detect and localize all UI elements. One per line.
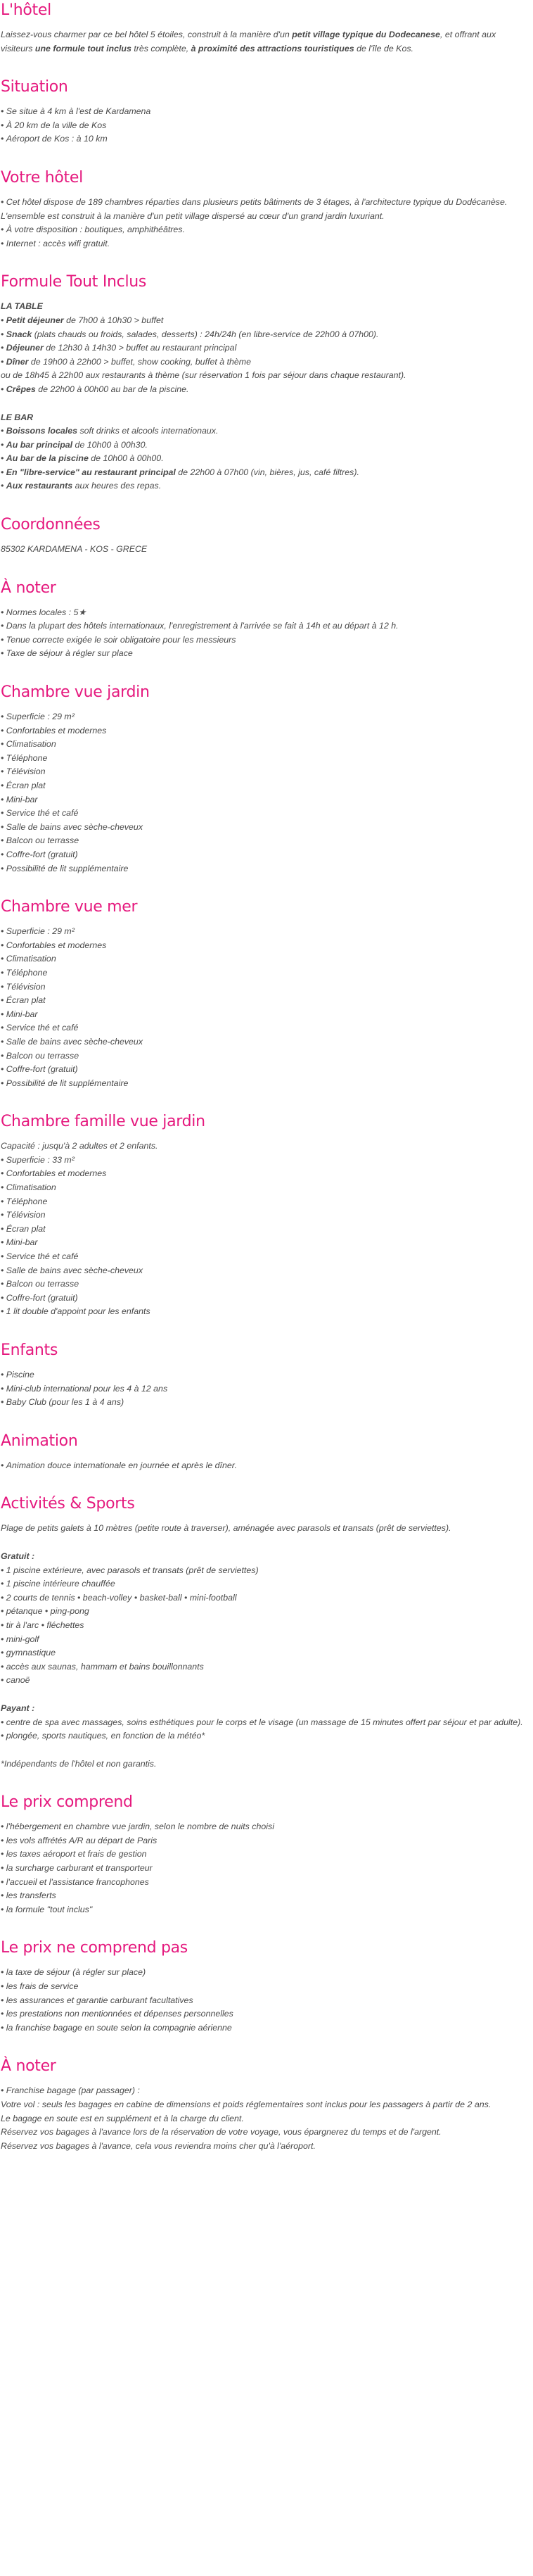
text: très complète, [131, 43, 191, 53]
list-item: • 1 lit double d'appoint pour les enfants [1, 1305, 530, 1319]
list-item: • Possibilité de lit supplémentaire [1, 862, 530, 876]
text: de 10h00 à 00h00. [88, 453, 164, 464]
list-item [1, 479, 530, 493]
capacity: Capacité : jusqu'à 2 adultes et 2 enfants. [1, 1141, 158, 1151]
prix-ne-comprend-list [1, 1966, 530, 2035]
le-bar-heading: LE BAR [1, 412, 34, 422]
list-item: • canoë [1, 1674, 530, 1688]
bold-text: Crêpes [6, 384, 36, 394]
text: aux heures des repas. [72, 481, 162, 491]
section-title: L'hôtel [1, 1, 51, 19]
list-item: • les vols affrétés A/R au départ de Paris [1, 1834, 530, 1848]
list-item: • Normes locales : 5★ [1, 606, 530, 620]
list-item: • Coffre-fort (gratuit) [1, 1292, 530, 1306]
prix-comprend-list [1, 1820, 530, 1917]
list-item: • les assurances et garantie carburant facultatives [1, 1994, 530, 2008]
la-table-heading: LA TABLE [1, 301, 43, 312]
list-item: • les taxes aéroport et frais de gestion [1, 1848, 530, 1862]
section-enfants [1, 1341, 530, 1410]
list-item: • pétanque • ping-pong [1, 1605, 530, 1619]
activites-intro: Plage de petits galets à 10 mètres (petite route à traverser), aménagée avec parasols et transats (prêt de serviettes). [1, 1523, 451, 1534]
section-title: Chambre famille vue jardin [1, 1113, 205, 1131]
text: de 19h00 à 22h00 > buffet, show cooking, buffet à thème [28, 356, 252, 367]
list-item: • Climatisation [1, 952, 530, 966]
section-title: Situation [1, 78, 68, 96]
section-formule [1, 273, 530, 493]
section-animation [1, 1432, 530, 1473]
list-item [1, 452, 530, 466]
table-last-list [1, 383, 530, 397]
list-item: • Service thé et café [1, 807, 530, 821]
section-coordonnees [1, 516, 530, 557]
list-item: • la formule "tout inclus" [1, 1903, 530, 1917]
list-item: • plongée, sports nautiques, en fonction de la météo* [1, 1729, 530, 1743]
list-item: • Mini-bar [1, 793, 530, 807]
bold-text: à proximité des attractions touristiques [191, 43, 354, 53]
chambre-mer-list [1, 925, 530, 1090]
chambre-jardin-list [1, 710, 530, 876]
payant-heading: Payant : [1, 1703, 35, 1713]
section-a-noter [1, 579, 530, 661]
text: de 10h00 à 00h30. [72, 439, 148, 450]
list-item: • les frais de service [1, 1980, 530, 1994]
gratuit-list [1, 1564, 530, 1688]
text: de 22h00 à 00h00 au bar de la piscine. [35, 384, 189, 394]
list-item [1, 355, 530, 370]
list-item: • Baby Club (pour les 1 à 4 ans) [1, 1396, 530, 1410]
section-title: Le prix ne comprend pas [1, 1939, 188, 1957]
list-item: • Télévision [1, 765, 530, 779]
text: de l'île de Kos. [354, 43, 413, 53]
section-hotel [1, 1, 530, 56]
list-item: • accès aux saunas, hammam et bains bouillonnants [1, 1660, 530, 1674]
bold-text: Au bar principal [6, 439, 73, 450]
list-item: • Télévision [1, 1208, 530, 1223]
note-line: • Franchise bagage (par passager) : [1, 2085, 140, 2096]
list-item [1, 341, 530, 355]
list-item: • Superficie : 29 m² [1, 925, 530, 939]
list-item: • Confortables et modernes [1, 1167, 530, 1181]
bold-text: petit village typique du Dodecanese [292, 30, 440, 39]
section-a-noter-2 [1, 2057, 530, 2153]
section-situation [1, 78, 530, 146]
hotel-intro [1, 28, 530, 56]
section-title: Formule Tout Inclus [1, 273, 147, 291]
list-item: • Mini-bar [1, 1008, 530, 1022]
payant-list [1, 1716, 530, 1743]
section-activites [1, 1495, 530, 1771]
list-item: • gymnastique [1, 1646, 530, 1660]
note-line: Réservez vos bagages à l'avance lors de la réservation de votre voyage, vous épargnerez du temps et de l'argent. [1, 2127, 442, 2138]
list-item: • Salle de bains avec sèche-cheveux [1, 1264, 530, 1278]
list-item: • Animation douce internationale en journée et après le dîner. [1, 1459, 530, 1473]
list-item: • Cet hôtel dispose de 189 chambres réparties dans plusieurs petits bâtiments de 3 étages, à l'architecture typique du Dodécanèse. L'ensemble est construit à la manière d'un petit village dispersé au cœur d'un grand jardin luxuriant. [1, 196, 530, 223]
address: 85302 KARDAMENA - KOS - GRECE [1, 544, 148, 555]
note-line: Réservez vos bagages à l'avance, cela vous reviendra moins cher qu'à l'aéroport. [1, 2140, 316, 2151]
list-item: • Aéroport de Kos : à 10 km [1, 132, 530, 146]
list-item: • 2 courts de tennis • beach-volley • basket-ball • mini-football [1, 1591, 530, 1605]
list-item: • l'hébergement en chambre vue jardin, selon le nombre de nuits choisi [1, 1820, 530, 1834]
text: de 7h00 à 10h30 > buffet [63, 315, 164, 325]
list-item: • Télévision [1, 980, 530, 995]
list-item: • centre de spa avec massages, soins esthétiques pour le corps et le visage (un massage de 15 minutes offert par séjour et par adulte). [1, 1716, 530, 1730]
list-item: • Écran plat [1, 779, 530, 793]
enfants-list [1, 1368, 530, 1410]
bold-text: Dîner [6, 356, 29, 367]
section-title: Chambre vue mer [1, 898, 138, 916]
list-item: • Mini-bar [1, 1236, 530, 1250]
section-title: À noter [1, 2057, 56, 2076]
list-item: • Internet : accès wifi gratuit. [1, 237, 530, 251]
list-item: • la franchise bagage en soute selon la compagnie aérienne [1, 2021, 530, 2035]
bold-text: Aux restaurants [6, 481, 73, 491]
list-item [1, 314, 530, 328]
list-item [1, 383, 530, 397]
list-item: • Écran plat [1, 1223, 530, 1237]
list-item: • Téléphone [1, 1195, 530, 1209]
list-item: • À votre disposition : boutiques, amphithéâtres. [1, 223, 530, 237]
list-item [1, 466, 530, 480]
list-item: • Coffre-fort (gratuit) [1, 848, 530, 862]
section-votre-hotel [1, 169, 530, 251]
gratuit-heading: Gratuit : [1, 1551, 35, 1561]
text: de 22h00 à 07h00 (vin, bières, jus, café filtres). [175, 467, 359, 477]
section-chambre-famille [1, 1113, 530, 1319]
text: Laissez-vous charmer par ce bel hôtel 5 étoiles, construit à la manière d'un [1, 30, 293, 39]
list-item: • Service thé et café [1, 1021, 530, 1035]
list-item: • Balcon ou terrasse [1, 834, 530, 848]
list-item: • Tenue correcte exigée le soir obligatoire pour les messieurs [1, 633, 530, 648]
list-item: • À 20 km de la ville de Kos [1, 119, 530, 133]
section-title: Coordonnées [1, 516, 101, 534]
list-item: • Mini-club international pour les 4 à 12 ans [1, 1382, 530, 1396]
section-chambre-jardin [1, 683, 530, 876]
bold-text: En "libre-service" au restaurant principal [6, 467, 176, 477]
bold-text: Petit déjeuner [6, 315, 64, 325]
list-item: • Climatisation [1, 738, 530, 752]
text: soft drinks et alcools internationaux. [77, 426, 219, 436]
list-item: • Confortables et modernes [1, 724, 530, 738]
list-item: • Climatisation [1, 1181, 530, 1195]
list-item: • Superficie : 33 m² [1, 1154, 530, 1168]
list-item: • Piscine [1, 1368, 530, 1382]
animation-list [1, 1459, 530, 1473]
table-list [1, 314, 530, 369]
text: (plats chauds ou froids, salades, desserts) : 24h/24h (en libre-service de 22h00 à 07h00). [32, 329, 379, 339]
list-item [1, 424, 530, 438]
list-item: • les transferts [1, 1889, 530, 1903]
chambre-famille-list [1, 1154, 530, 1319]
table-note: ou de 18h45 à 22h00 aux restaurants à thème (sur réservation 1 fois par séjour dans chaque restaurant). [1, 370, 406, 381]
section-title: Chambre vue jardin [1, 683, 150, 702]
list-item: • la surcharge carburant et transporteur [1, 1862, 530, 1876]
note-line: Votre vol : seuls les bagages en cabine de dimensions et poids réglementaires sont inclus pour les passagers à partir de 2 ans. [1, 2100, 492, 2109]
list-item: • Écran plat [1, 994, 530, 1008]
section-title: À noter [1, 579, 56, 597]
a-noter-list [1, 606, 530, 661]
bold-text: Snack [6, 329, 32, 339]
list-item: • 1 piscine extérieure, avec parasols et transats (prêt de serviettes) [1, 1564, 530, 1578]
list-item [1, 438, 530, 453]
bold-text: une formule tout inclus [34, 43, 131, 53]
list-item: • la taxe de séjour (à régler sur place) [1, 1966, 530, 1980]
list-item: • Se situe à 4 km à l'est de Kardamena [1, 105, 530, 119]
votre-hotel-list [1, 196, 530, 251]
list-item: • Téléphone [1, 752, 530, 766]
bold-text: Déjeuner [6, 343, 44, 353]
bold-text: Au bar de la piscine [6, 453, 89, 464]
list-item: • Dans la plupart des hôtels internationaux, l'enregistrement à l'arrivée se fait à 14h et au départ à 12 h. [1, 619, 530, 633]
section-chambre-mer [1, 898, 530, 1090]
list-item: • Confortables et modernes [1, 939, 530, 953]
section-title: Le prix comprend [1, 1793, 133, 1812]
list-item: • Superficie : 29 m² [1, 710, 530, 724]
list-item [1, 328, 530, 342]
bar-list [1, 424, 530, 493]
bold-text: Boissons locales [6, 426, 78, 436]
list-item: • Coffre-fort (gratuit) [1, 1063, 530, 1077]
list-item: • Taxe de séjour à régler sur place [1, 647, 530, 661]
list-item: • Service thé et café [1, 1250, 530, 1264]
section-prix-ne-comprend [1, 1939, 530, 2035]
situation-list [1, 105, 530, 146]
list-item: • Possibilité de lit supplémentaire [1, 1077, 530, 1091]
section-prix-comprend [1, 1793, 530, 1917]
list-item: • Salle de bains avec sèche-cheveux [1, 1035, 530, 1049]
footnote: *Indépendants de l'hôtel et non garantis. [1, 1758, 157, 1769]
list-item: • 1 piscine intérieure chauffée [1, 1577, 530, 1591]
section-title: Activités & Sports [1, 1495, 135, 1513]
section-title: Votre hôtel [1, 168, 83, 187]
text: de 12h30 à 14h30 > buffet au restaurant principal [43, 343, 237, 353]
text: , et offrant aux visiteurs [1, 30, 496, 53]
list-item: • mini-golf [1, 1633, 530, 1647]
list-item: • Balcon ou terrasse [1, 1049, 530, 1063]
section-title: Animation [1, 1432, 78, 1450]
list-item: • Téléphone [1, 966, 530, 980]
list-item: • l'accueil et l'assistance francophones [1, 1876, 530, 1890]
note-line: Le bagage en soute est en supplément et à la charge du client. [1, 2113, 244, 2123]
list-item: • Salle de bains avec sèche-cheveux [1, 821, 530, 835]
list-item: • les prestations non mentionnées et dépenses personnelles [1, 2007, 530, 2021]
list-item: • Balcon ou terrasse [1, 1277, 530, 1292]
section-title: Enfants [1, 1341, 58, 1359]
list-item: • tir à l'arc • fléchettes [1, 1619, 530, 1633]
